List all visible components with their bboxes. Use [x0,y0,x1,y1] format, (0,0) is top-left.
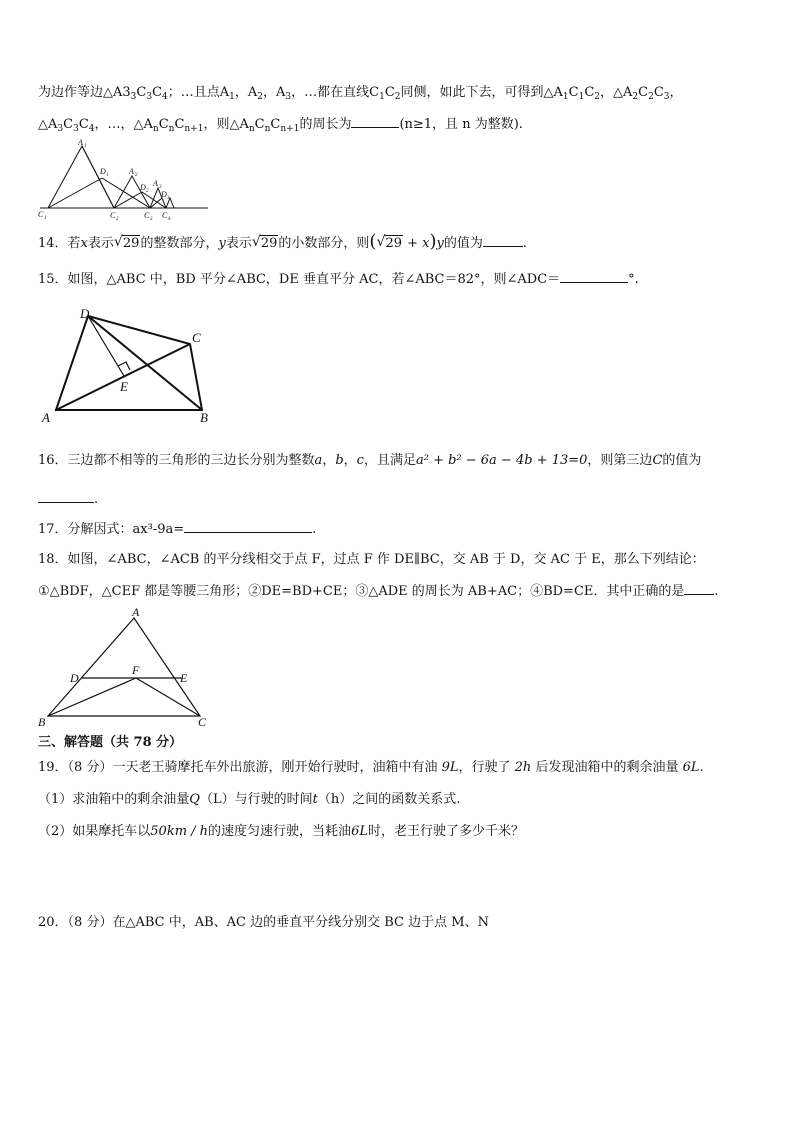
sqrt-29: √ 29 [376,234,402,251]
q20-text: 20．（8 分）在△ABC 中，AB、AC 边的垂直平分线分别交 BC 边于点 M、N [38,915,489,930]
q13-text: 的周长为 [299,117,352,132]
label-c1: C [38,210,44,219]
label-a: A [132,606,140,619]
q14-text: 的小数部分，则 [278,236,370,251]
var-t: t [312,792,318,807]
q14-text: 表示 [87,236,114,251]
q13-text: 同侧，如此下去，可得到△A [400,85,563,100]
label-e: E [180,671,188,685]
label-b: B [38,715,46,728]
plus-x: + x [407,236,430,251]
q18-triangle-figure [36,606,212,728]
label-c2: C [110,211,116,220]
q19-text: （2）如果摩托车以 [38,824,151,839]
q13-text: (n≥1，且 n 为整数). [399,117,523,132]
q13-text: ，则△A [203,117,249,132]
q14-text: 表示 [225,236,252,251]
q16-text: . [94,492,99,507]
q19-text: . [699,760,704,775]
triangle-a1 [48,146,114,208]
q18-line1 [38,551,705,569]
q15-text: 15．如图，△ABC 中，BD 平分∠ABC，DE 垂直平分 AC，若∠ABC＝82°，则∠ADC＝ [38,272,561,287]
var-x: x [80,236,88,251]
label-c: C [192,330,201,345]
q19-text: 时，老王行驶了多少千米？ [367,824,524,839]
q16-text: ，则第三边 [587,453,653,468]
label-a: A [42,410,50,425]
q16-text: ， [322,453,336,468]
q16-text: 16．三边都不相等的三角形的三边长分别为整数 [38,453,315,468]
svg-text:2: 2 [116,217,119,222]
answer-blank[interactable] [483,234,523,247]
var-a: a [314,453,323,468]
q18-text: 18．如图，∠ABC，∠ACB 的平分线相交于点 F，过点 F 作 DE∥BC，交 AB 于 D，交 AC 于 E，那么下列结论： [38,552,705,567]
q14-text: 14．若 [38,236,81,251]
svg-text:1: 1 [44,216,47,221]
svg-text:1: 1 [106,173,109,178]
label-d1: D [100,167,106,176]
q13-text: △A [38,117,58,132]
q18-line2 [38,582,719,601]
q13-text: ；…且点A [167,85,230,100]
q13-text: ，…都在直线C [291,85,380,100]
var-c: c [356,453,364,468]
var-c-upper: C [652,453,663,468]
svg-text:2: 2 [146,189,149,194]
q13-text: ，…，△A [94,117,153,132]
quadrilateral-dcba [56,316,202,410]
svg-text:3: 3 [150,217,153,222]
q14-line: 14．若x表示 √ 29的整数部分，y表示 √ 29的小数部分，则( √ 29 + x)y的值为 . [38,231,528,252]
label-d3: D [161,190,167,199]
q14-text: 的整数部分， [140,236,219,251]
label-d: D [80,306,90,321]
label-b: B [200,410,208,425]
q16-text: 的值为 [662,453,702,468]
segment-bf [48,678,136,716]
q17-text: . [312,522,317,537]
label-d2: D [140,183,146,192]
q19-value: 50km / h [150,824,209,839]
answer-blank[interactable] [184,520,312,533]
sqrt-29: √ 29 [251,234,278,251]
q16-equation: a² + b² − 6a − 4b + 13=0 [415,453,588,468]
q19-text: 19．（8 分）一天老王骑摩托车外出旅游，刚开始行驶时，油箱中有油 [38,760,438,775]
answer-blank[interactable] [38,490,94,503]
section-title: 三、解答题（共 78 分） [38,735,183,750]
triangle-abc [48,618,200,716]
q19-text: 的速度匀速行驶，当耗油 [208,824,352,839]
q15-line [38,270,639,289]
q19-value: 9L [441,760,459,775]
q13-line2: $\triangle A_3C_3C_4$，…，$\triangle A_nC_nC_{n+1}$，则$\triangle A_nC_nC_{n+1}$的周长为 (n≥1，且 n 为整数). [38,117,523,134]
label-c: C [198,715,207,728]
q19-text: （1）求油箱中的剩余油量 [38,792,190,807]
q19-part2 [38,823,524,841]
label-d: D [70,671,79,685]
label-e: E [120,379,128,394]
q19-line1 [38,759,704,777]
q13-text: ，A [263,85,286,100]
q14-text: . [522,236,528,251]
var-y: y [436,236,444,251]
answer-blank[interactable] [560,270,628,283]
var-q: Q [189,792,200,807]
label-c3: C [144,211,150,220]
q19-part1 [38,791,460,809]
q16-text: ，且满足 [363,453,416,468]
sqrt-29: √ 29 [113,234,140,251]
q16-line2 [38,490,98,509]
triangle-a2 [114,176,150,208]
svg-text:1: 1 [84,144,87,149]
q17-text: 17．分解因式：ax³-9a= [38,522,185,537]
q15-quadrilateral-figure [38,304,218,426]
segment-cf [136,678,200,716]
q19-text: （h）之间的函数关系式. [317,792,461,807]
q18-text: . [714,584,719,599]
q13-text: ，A [234,85,258,100]
svg-text:2: 2 [135,173,138,178]
var-b: b [335,453,344,468]
label-a3: A [153,179,158,188]
q13-triangle-figure [36,136,212,222]
q20-line [38,914,489,932]
section-heading [38,734,182,752]
answer-blank[interactable] [684,582,714,595]
label-a1: A [78,138,83,147]
label-f: F [132,663,140,677]
svg-text:3: 3 [159,185,162,190]
label-c4: C [162,211,168,220]
q15-text: °. [628,272,639,287]
q19-text: （L）与行驶的时间 [199,792,313,807]
q14-text: 的值为 [443,236,483,251]
q13-line1: 为边作等边$\triangle A3_3C_3C_4$；…且点$A_1$，$A_2$，$A_3$，…都在直线$C_1C_2$同侧，如此下去，可得到$\triangle A_1C_1C_2$，$\triangle A_2C_2C_3$， [38,85,683,102]
q19-value: 6L [682,760,700,775]
q16-line1 [38,452,701,470]
svg-text:4: 4 [168,217,171,222]
q17-line [38,520,316,539]
answer-blank[interactable] [351,115,399,128]
q18-text: ①△BDF，△CEF 都是等腰三角形；②DE=BD+CE；③△ADE 的周长为 AB+AC；④BD=CE．其中正确的是 [38,584,685,599]
q16-text: ， [343,453,357,468]
q19-text: 后发现油箱中的剩余油量 [535,760,679,775]
q13-text: 为边作等边△A [38,85,123,100]
var-y: y [218,236,226,251]
q19-value: 6L [351,824,368,839]
q19-text: ，行驶了 [458,760,511,775]
segment-db [88,316,202,410]
svg-text:3: 3 [167,196,170,201]
q13-text: ，△A [600,85,633,100]
label-a2: A [129,167,134,176]
q19-value: 2h [514,760,532,775]
